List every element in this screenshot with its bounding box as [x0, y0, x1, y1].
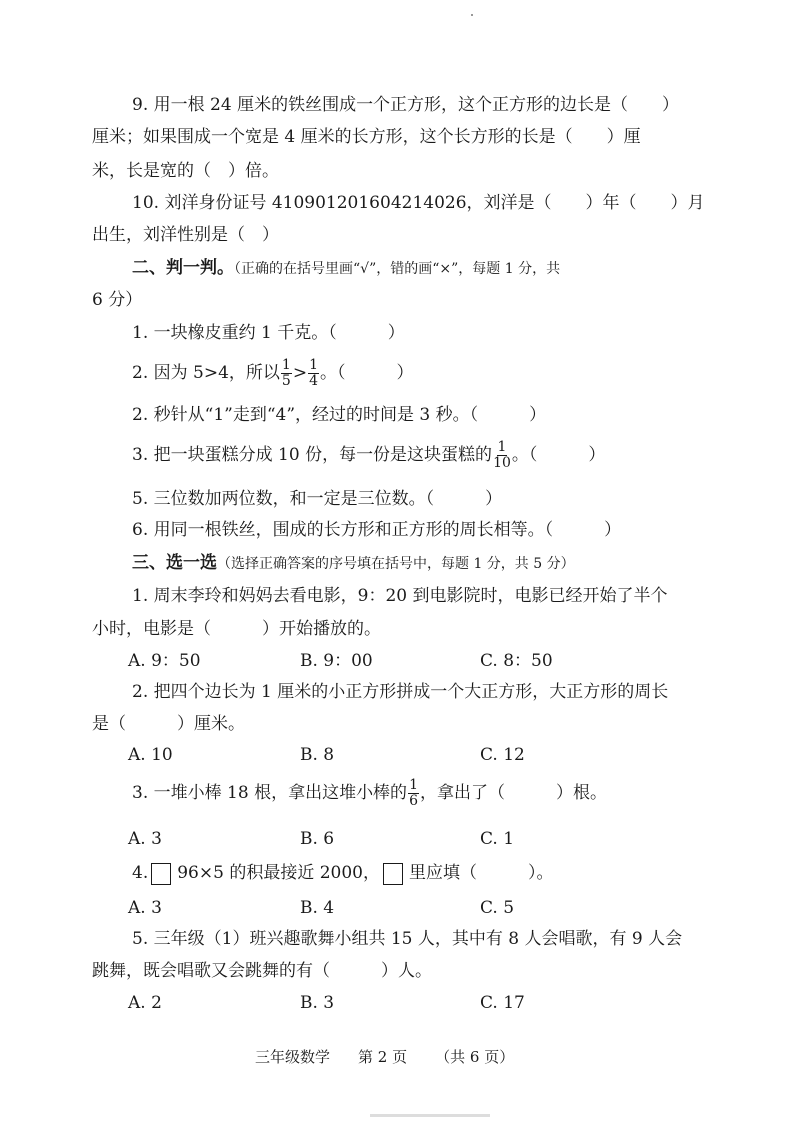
choice-q5-line2: 跳舞，既会唱歌又会跳舞的有（ ）人。 — [92, 961, 432, 981]
footer-page: 第 2 页 — [358, 1048, 408, 1066]
fraction-numerator: 1 — [409, 777, 418, 793]
judge-item-2-post: 。（ ） — [320, 363, 414, 383]
fraction-numerator: 1 — [281, 357, 291, 373]
q9-line1: 9. 用一根 24 厘米的铁丝围成一个正方形，这个正方形的边长是（ ） — [132, 95, 680, 115]
judge-note-cont: 6 分） — [92, 290, 143, 310]
choice-q4-mid: 96×5 的积最接近 2000， — [177, 863, 380, 883]
choice-q4-option-c: C. 5 — [480, 898, 515, 918]
choice-q3-option-a: A. 3 — [128, 829, 162, 849]
q9-line2: 厘米；如果围成一个宽是 4 厘米的长方形，这个长方形的长是（ ）厘 — [92, 127, 641, 147]
choice-q2-option-a: A. 10 — [128, 745, 173, 765]
choice-q3-option-c: C. 1 — [480, 829, 515, 849]
choice-q5-line1: 5. 三年级（1）班兴趣歌舞小组共 15 人，其中有 8 人会唱歌，有 9 人会 — [132, 929, 683, 949]
choice-title: 三、选一选 — [132, 553, 217, 573]
choice-q1-option-b: B. 9：00 — [300, 651, 373, 671]
footer-total: （共 6 页） — [435, 1048, 515, 1066]
choice-q2-line2: 是（ ）厘米。 — [92, 714, 245, 734]
choice-q1-line1: 1. 周末李玲和妈妈去看电影，9：20 到电影院时，电影已经开始了半个 — [132, 586, 668, 606]
fraction-one-tenth — [493, 440, 511, 471]
fraction-one-fourth — [308, 358, 319, 389]
choice-q3 — [132, 778, 607, 809]
choice-q3-option-b: B. 6 — [300, 829, 335, 849]
fraction-denominator: 4 — [309, 373, 318, 389]
judge-item-2 — [132, 358, 414, 389]
choice-q2-option-c: C. 12 — [480, 745, 525, 765]
choice-q5-option-b: B. 3 — [300, 993, 335, 1013]
judge-item-6: 6. 用同一根铁丝，围成的长方形和正方形的周长相等。（ ） — [132, 520, 622, 540]
choice-q2-option-b: B. 8 — [300, 745, 335, 765]
judge-note: （正确的在括号里画“√”，错的画“×”，每题 1 分，共 — [234, 261, 561, 277]
choice-q1-option-a: A. 9：50 — [128, 651, 201, 671]
fraction-one-fifth — [281, 358, 292, 389]
q9-line3: 米，长是宽的（ ）倍。 — [92, 161, 279, 181]
greater-sign: > — [292, 363, 308, 383]
choice-q5-option-c: C. 17 — [480, 993, 525, 1013]
choice-q2-line1: 2. 把四个边长为 1 厘米的小正方形拼成一个大正方形，大正方形的周长 — [132, 682, 669, 702]
choice-heading — [132, 552, 575, 575]
judge-item-4-pre: 3. 把一块蛋糕分成 10 份，每一份是这块蛋糕的 — [132, 445, 493, 465]
scan-mark — [471, 14, 473, 16]
choice-q4-option-a: A. 3 — [128, 898, 162, 918]
judge-title: 二、判一判。 — [132, 258, 234, 278]
judge-item-4-post: 。（ ） — [511, 445, 606, 465]
choice-q3-post: ，拿出了（ ）根。 — [419, 783, 607, 803]
page-footer — [255, 1046, 542, 1067]
choice-q3-pre: 3. 一堆小棒 18 根，拿出这堆小棒的 — [132, 783, 408, 803]
choice-q1-option-c: C. 8：50 — [480, 651, 553, 671]
choice-q5-option-a: A. 2 — [128, 993, 162, 1013]
fraction-one-sixth — [408, 778, 419, 809]
footer-subject: 三年级数学 — [255, 1048, 331, 1066]
choice-note: （选择正确答案的序号填在括号中，每题 1 分，共 5 分） — [217, 556, 575, 572]
choice-q1-line2: 小时，电影是（ ）开始播放的。 — [92, 619, 381, 639]
choice-q4 — [132, 862, 554, 885]
fraction-denominator: 6 — [409, 793, 418, 809]
choice-q4-option-b: B. 4 — [300, 898, 335, 918]
judge-item-1: 1. 一块橡皮重约 1 千克。（ ） — [132, 323, 405, 343]
scan-mark — [370, 1114, 490, 1117]
judge-heading — [132, 257, 560, 280]
judge-item-2-pre: 2. 因为 5>4，所以 — [132, 363, 280, 383]
blank-box — [383, 863, 403, 885]
judge-item-5: 5. 三位数加两位数，和一定是三位数。（ ） — [132, 489, 503, 509]
choice-q4-post: 里应填（ ）。 — [409, 863, 554, 883]
fraction-numerator: 1 — [497, 439, 507, 455]
q10-line1: 10. 刘洋身份证号 410901201604214026，刘洋是（ ）年（ ）月 — [132, 193, 705, 213]
fraction-denominator: 5 — [281, 373, 291, 389]
fraction-numerator: 1 — [309, 357, 318, 373]
choice-q4-pre: 4. — [132, 863, 149, 883]
judge-item-3: 2. 秒针从“1”走到“4”，经过的时间是 3 秒。（ ） — [132, 405, 547, 425]
q10-line2: 出生，刘洋性别是（ ） — [92, 225, 279, 245]
fraction-denominator: 10 — [493, 455, 511, 471]
blank-box — [151, 863, 171, 885]
judge-item-4 — [132, 440, 605, 471]
